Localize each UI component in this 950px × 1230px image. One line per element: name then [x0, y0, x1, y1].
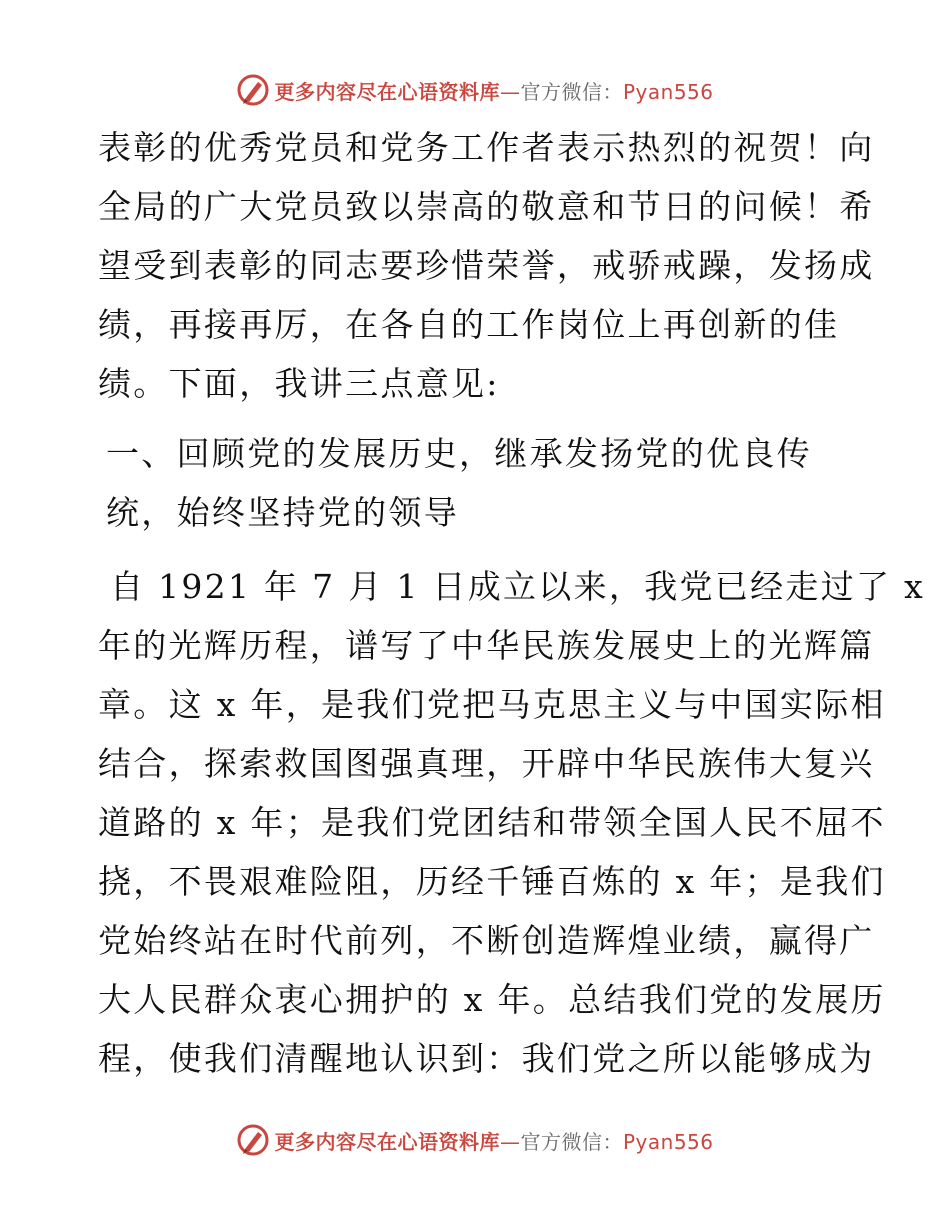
section-heading-1 [106, 424, 866, 542]
footer-watermark [0, 1120, 950, 1160]
text-line: 党始终站在时代前列，不断创造辉煌业绩，赢得广 [98, 921, 875, 960]
text-line: 挠，不畏艰难险阻，历经千锤百炼的 x 年；是我们 [98, 862, 886, 901]
heading-line: 统，始终坚持党的领导 [106, 493, 459, 532]
text-line: 全局的广大党员致以崇高的敬意和节日的问候！希 [98, 187, 875, 226]
text-line: 结合，探索救国图强真理，开辟中华民族伟大复兴 [98, 744, 875, 783]
watermark-separator: — [499, 79, 521, 104]
text-line: 自 1921 年 7 月 1 日成立以来，我党已经走过了 x [110, 567, 926, 606]
watermark-text [274, 76, 713, 105]
pen-circle-logo-icon [236, 73, 270, 107]
text-line: 程，使我们清醒地认识到：我们党之所以能够成为 [98, 1039, 875, 1078]
paragraph-2 [98, 557, 926, 1088]
paragraph-1 [98, 118, 875, 413]
heading-line: 一、回顾党的发展历史，继承发扬党的优良传 [106, 434, 812, 473]
watermark-handle: Pyan556 [622, 79, 714, 104]
watermark-label: 官方微信： [520, 1129, 623, 1154]
text-line: 章。这 x 年，是我们党把马克思主义与中国实际相 [98, 685, 886, 724]
watermark-label: 官方微信： [520, 79, 623, 104]
text-line: 望受到表彰的同志要珍惜荣誉，戒骄戒躁，发扬成 [98, 246, 875, 285]
watermark-separator: — [499, 1129, 521, 1154]
text-line: 绩。下面，我讲三点意见: [98, 364, 500, 403]
pen-circle-logo-icon [236, 1123, 270, 1157]
text-line: 大人民群众衷心拥护的 x 年。总结我们党的发展历 [98, 980, 886, 1019]
text-line: 年的光辉历程，谱写了中华民族发展史上的光辉篇 [98, 626, 875, 665]
watermark-lead: 更多内容尽在心语资料库 [274, 1129, 500, 1154]
text-line: 绩，再接再厉，在各自的工作岗位上再创新的佳 [98, 305, 840, 344]
watermark-text [274, 1126, 713, 1155]
text-line: 表彰的优秀党员和党务工作者表示热烈的祝贺！向 [98, 128, 875, 167]
watermark-lead: 更多内容尽在心语资料库 [274, 79, 500, 104]
text-line: 道路的 x 年；是我们党团结和带领全国人民不屈不 [98, 803, 886, 842]
header-watermark [0, 70, 950, 110]
watermark-handle: Pyan556 [622, 1129, 714, 1154]
